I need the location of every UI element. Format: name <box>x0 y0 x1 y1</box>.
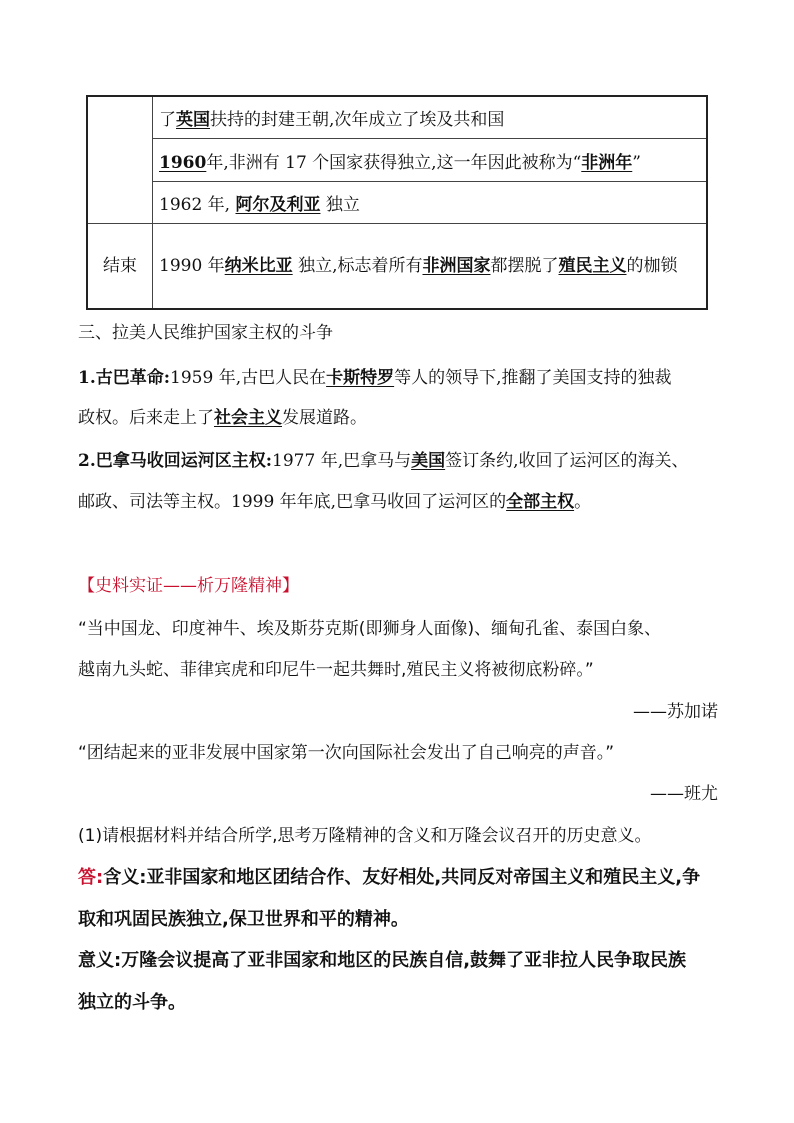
item-cuba-line1 <box>78 363 718 388</box>
keyword: 纳米比亚 <box>224 256 293 276</box>
item-title: 1.古巴革命: <box>78 368 171 388</box>
question: (1)请根据材料并结合所学,思考万隆精神的含义和万隆会议召开的历史意义。 <box>78 826 652 846</box>
answer-line3: 意义:万隆会议提高了亚非国家和地区的民族自信,鼓舞了亚非拉人民争取民族 <box>78 950 687 971</box>
text: 1959 年,古巴人民在 <box>170 368 327 388</box>
table-row <box>87 182 707 224</box>
keyword: 1960 <box>159 152 207 173</box>
keyword: 社会主义 <box>214 408 282 428</box>
history-table <box>86 95 708 310</box>
text: 签订条约,收回了运河区的海关、 <box>445 451 689 471</box>
item-cuba-line2 <box>78 403 718 428</box>
row-label <box>87 96 153 224</box>
text: ” <box>632 152 641 173</box>
item-panama-line2 <box>78 487 718 512</box>
text: 发展道路。 <box>282 408 367 428</box>
answer-line1 <box>78 863 718 889</box>
evidence-heading: 【史料实证——析万隆精神】 <box>78 576 299 596</box>
text: 扶持的封建王朝,次年成立了埃及共和国 <box>210 110 505 130</box>
keyword: 卡斯特罗 <box>326 368 395 388</box>
quote2-source: ——班尤 <box>650 784 718 804</box>
answer-line4: 独立的斗争。 <box>78 992 186 1013</box>
text: 独立,标志着所有 <box>292 256 423 276</box>
quote2: “团结起来的亚非发展中国家第一次向国际社会发出了自己响亮的声音。” <box>78 743 615 763</box>
text: 年,非洲有 17 个国家获得独立,这一年因此被称为“ <box>206 152 582 173</box>
quote1-line1: “当中国龙、印度神牛、埃及斯芬克斯(即狮身人面像)、缅甸孔雀、泰国白象、 <box>78 619 662 639</box>
text: 了 <box>159 110 176 130</box>
row-content <box>153 224 708 310</box>
keyword: 全部主权 <box>506 492 575 512</box>
text: 1962 年, <box>159 195 236 215</box>
table-row <box>87 224 707 310</box>
row-content <box>153 182 708 224</box>
text: 政权。后来走上了 <box>78 408 214 428</box>
text: 独立 <box>320 195 360 215</box>
text: 等人的领导下,推翻了美国支持的独裁 <box>394 368 672 388</box>
text: 都摆脱了 <box>490 256 559 276</box>
quote1-source: ——苏加诺 <box>633 702 718 722</box>
text: 邮政、司法等主权。1999 年年底,巴拿马收回了运河区的 <box>78 492 507 512</box>
answer-label: 答: <box>78 867 104 888</box>
text: 1990 年 <box>159 256 225 276</box>
keyword: 非洲年 <box>581 152 633 173</box>
item-panama-line1 <box>78 446 718 471</box>
item-title: 2.巴拿马收回运河区主权: <box>78 451 273 471</box>
keyword: 阿尔及利亚 <box>235 195 321 215</box>
row-content <box>153 139 708 182</box>
table-row <box>87 139 707 182</box>
keyword: 殖民主义 <box>558 256 627 276</box>
answer-line2: 取和巩固民族独立,保卫世界和平的精神。 <box>78 909 409 930</box>
keyword: 非洲国家 <box>422 256 491 276</box>
row-label-end: 结束 <box>87 224 153 310</box>
answer-text: 含义:亚非国家和地区团结合作、友好相处,共同反对帝国主义和殖民主义,争 <box>103 867 701 888</box>
keyword: 美国 <box>411 451 446 471</box>
table-row <box>87 96 707 139</box>
text: 的枷锁 <box>626 256 678 276</box>
quote1-line2: 越南九头蛇、菲律宾虎和印尼牛一起共舞时,殖民主义将被彻底粉碎。” <box>78 660 594 680</box>
keyword: 英国 <box>176 110 210 130</box>
row-content <box>153 96 708 139</box>
section-heading: 三、拉美人民维护国家主权的斗争 <box>78 323 333 343</box>
text: 。 <box>574 492 592 512</box>
text: 1977 年,巴拿马与 <box>272 451 412 471</box>
